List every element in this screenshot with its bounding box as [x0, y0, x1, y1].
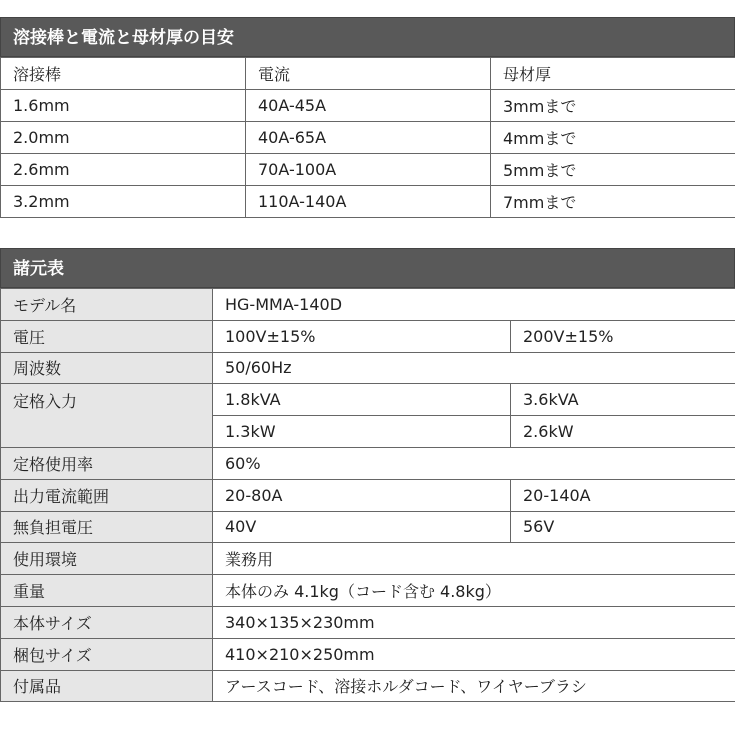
spec-value: 56V	[511, 511, 735, 543]
table-cell: 70A-100A	[246, 154, 491, 186]
table-row	[1, 154, 735, 186]
column-header: 溶接棒	[1, 58, 246, 90]
spec-table	[0, 288, 735, 702]
table-header-row	[1, 58, 735, 90]
spec-value: 本体のみ 4.1kg（コード含む 4.8kg）	[213, 575, 735, 607]
table-row	[1, 90, 735, 122]
spec-section	[0, 248, 735, 702]
spec-label: 梱包サイズ	[1, 638, 213, 670]
spec-row-environment	[1, 543, 735, 575]
spec-value: アースコード、溶接ホルダコード、ワイヤーブラシ	[213, 670, 735, 702]
spec-label: 付属品	[1, 670, 213, 702]
spec-value: 200V±15%	[511, 320, 735, 352]
spec-label: 電圧	[1, 320, 213, 352]
spec-row-weight	[1, 575, 735, 607]
spec-label: 出力電流範囲	[1, 479, 213, 511]
electrode-guide-title: 溶接棒と電流と母材厚の目安	[0, 17, 735, 57]
table-cell: 2.6mm	[1, 154, 246, 186]
spec-label: 本体サイズ	[1, 606, 213, 638]
table-cell: 2.0mm	[1, 122, 246, 154]
spec-row-duty-cycle	[1, 447, 735, 479]
table-row	[1, 186, 735, 218]
spec-row-no-load-voltage	[1, 511, 735, 543]
table-row	[1, 122, 735, 154]
spec-value: 60%	[213, 447, 735, 479]
spec-value: 40V	[213, 511, 511, 543]
spec-label: モデル名	[1, 289, 213, 321]
spec-label: 定格入力	[1, 384, 213, 448]
spec-value: HG-MMA-140D	[213, 289, 735, 321]
spec-row-frequency	[1, 352, 735, 384]
spec-value: 340×135×230mm	[213, 606, 735, 638]
table-cell: 1.6mm	[1, 90, 246, 122]
spec-value: 1.3kW	[213, 416, 511, 448]
column-header: 電流	[246, 58, 491, 90]
table-cell: 40A-45A	[246, 90, 491, 122]
spec-label: 重量	[1, 575, 213, 607]
table-cell: 7mmまで	[491, 186, 735, 218]
spec-value: 1.8kVA	[213, 384, 511, 416]
spec-label: 使用環境	[1, 543, 213, 575]
spec-value: 業務用	[213, 543, 735, 575]
spec-value: 3.6kVA	[511, 384, 735, 416]
table-cell: 40A-65A	[246, 122, 491, 154]
spec-label: 周波数	[1, 352, 213, 384]
spec-value: 20-80A	[213, 479, 511, 511]
spec-label: 無負担電圧	[1, 511, 213, 543]
column-header: 母材厚	[491, 58, 735, 90]
table-cell: 5mmまで	[491, 154, 735, 186]
spec-title: 諸元表	[0, 248, 735, 288]
spec-row-rated-input-kva	[1, 384, 735, 416]
table-cell: 3.2mm	[1, 186, 246, 218]
spec-value: 20-140A	[511, 479, 735, 511]
table-cell: 3mmまで	[491, 90, 735, 122]
table-cell: 4mmまで	[491, 122, 735, 154]
spec-label: 定格使用率	[1, 447, 213, 479]
spec-row-package-size	[1, 638, 735, 670]
spec-value: 2.6kW	[511, 416, 735, 448]
spec-row-accessories	[1, 670, 735, 702]
spec-value: 410×210×250mm	[213, 638, 735, 670]
table-cell: 110A-140A	[246, 186, 491, 218]
electrode-guide-section	[0, 17, 735, 218]
spec-row-model	[1, 289, 735, 321]
spec-row-output-current	[1, 479, 735, 511]
spec-row-voltage	[1, 320, 735, 352]
electrode-guide-table	[0, 57, 735, 218]
spec-value: 100V±15%	[213, 320, 511, 352]
spec-value: 50/60Hz	[213, 352, 735, 384]
spec-row-body-size	[1, 606, 735, 638]
